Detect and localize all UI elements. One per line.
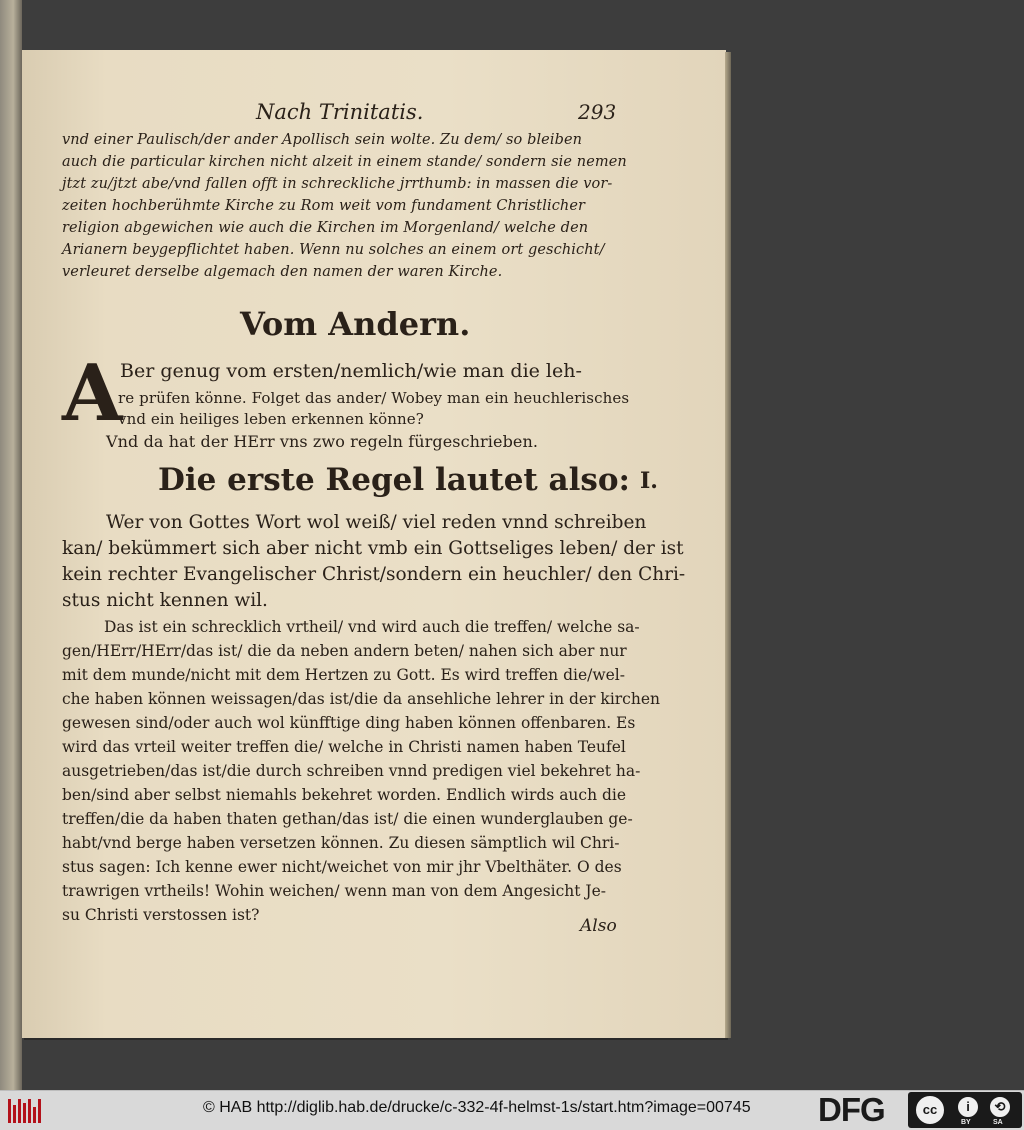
intro-line: re prüfen könne. Folget das ander/ Wobey man ein heuchlerisches [118,389,630,407]
intro-line: Ber genug vom ersten/nemlich/wie man die leh- [120,360,582,382]
catchword: Also [580,916,617,936]
rule-text-line: kein rechter Evangelischer Christ/sondern ein heuchler/ den Chri- [62,564,686,585]
rule-text-line: kan/ bekümmert sich aber nicht vmb ein Gottseliges leben/ der ist [62,538,684,559]
paragraph-line: Das ist ein schrecklich vrtheil/ vnd wird auch die treffen/ welche sa- [104,618,640,636]
paragraph-line: stus sagen: Ich kenne ewer nicht/weichet von mir jhr Vbelthäter. O des [62,858,622,876]
margin-note: I. [640,468,658,494]
sa-label: SA [993,1119,1003,1126]
text-line: Arianern beygepflichtet haben. Wenn nu solches an einem ort geschicht/ [62,242,605,258]
paragraph-line: gen/HErr/HErr/das ist/ die da neben andern beten/ nahen sich aber nur [62,642,627,660]
dfg-logo[interactable]: DFG [818,1091,885,1128]
rule-text-line: stus nicht kennen wil. [62,590,268,611]
paragraph-line: gewesen sind/oder auch wol künfftige ding haben können offenbaren. Es [62,714,636,732]
cc-icon: cc [914,1094,946,1126]
page-number: 293 [578,100,617,124]
text-line: vnd einer Paulisch/der ander Apollisch sein wolte. Zu dem/ so bleiben [62,132,583,148]
hab-logo-icon[interactable] [6,1095,46,1127]
share-alike-icon: ⟲ [988,1095,1012,1119]
page-edge [725,52,731,1038]
text-line: verleuret derselbe algemach den namen der waren Kirche. [62,264,503,280]
text-line: zeiten hochberühmte Kirche zu Rom weit vom fundament Christlicher [62,198,586,214]
by-label: BY [961,1119,971,1126]
paragraph-line: habt/vnd berge haben versetzen können. Zu diesen sämptlich wil Chri- [62,834,620,852]
attribution-icon: i [956,1095,980,1119]
drop-cap: A [62,348,123,439]
text-line: auch die particular kirchen nicht alzeit in einem stande/ sondern sie nemen [62,154,627,170]
paragraph-line: treffen/die da haben thaten gethan/das ist/ die einen wunderglauben ge- [62,810,633,828]
section-heading: Vom Andern. [240,305,471,343]
text-line: religion abgewichen wie auch die Kirchen im Morgenland/ welche den [62,220,589,236]
paragraph-line: ausgetrieben/das ist/die durch schreiben vnnd predigen viel bekehret ha- [62,762,641,780]
intro-line: Vnd da hat der HErr vns zwo regeln fürgeschrieben. [106,432,539,451]
book-spine-edge [0,0,22,1090]
text-line: jtzt zu/jtzt abe/vnd fallen offt in schreckliche jrrthumb: in massen die vor- [62,176,613,192]
running-head: Nach Trinitatis. [256,100,424,124]
rule-text-line: Wer von Gottes Wort wol weiß/ viel reden vnnd schreiben [106,512,647,533]
paragraph-line: che haben können weissagen/das ist/die da ansehliche lehrer in der kirchen [62,690,661,708]
cc-license-badge[interactable] [908,1092,1022,1128]
intro-line: vnd ein heiliges leben erkennen könne? [118,410,424,428]
rule-heading: Die erste Regel lautet also: [158,462,630,498]
paragraph-line: trawrigen vrtheils! Wohin weichen/ wenn man von dem Angesicht Je- [62,882,607,900]
paragraph-line: wird das vrteil weiter treffen die/ welche in Christi namen haben Teufel [62,738,626,756]
paragraph-line: mit dem munde/nicht mit dem Hertzen zu Gott. Es wird treffen die/wel- [62,666,625,684]
paragraph-line: su Christi verstossen ist? [62,906,260,924]
paragraph-line: ben/sind aber selbst niemahls bekehret worden. Endlich wirds auch die [62,786,627,804]
copyright-link[interactable]: © HAB http://diglib.hab.de/drucke/c-332-4f-helmst-1s/start.htm?image=00745 [203,1099,751,1116]
